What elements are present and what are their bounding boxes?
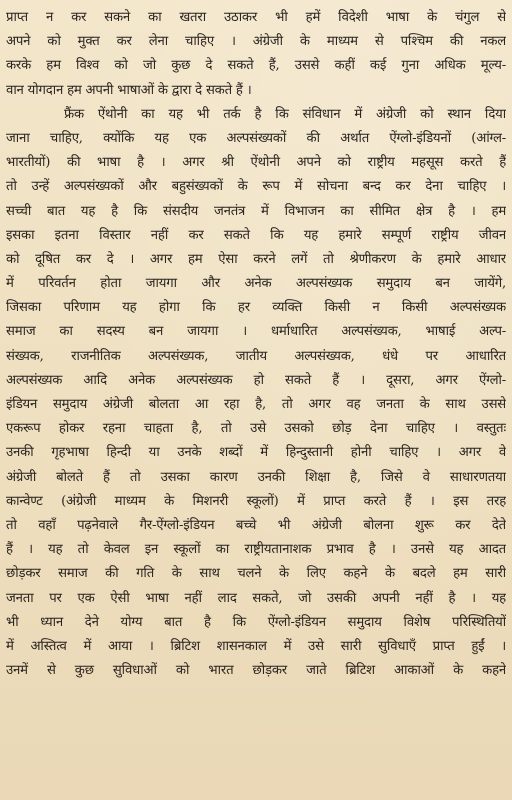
text-line: भी ध्यान देने योग्य बात है कि ऐंग्लो-इंडियन समुदाय विशेष परिस्थितियों	[6, 614, 506, 630]
text-line: सच्ची बात यह है कि संसदीय जनतंत्र में विभाजन का सीमित क्षेत्र है । हम	[6, 203, 506, 219]
text-line: उनकी गृहभाषा हिन्दी या उनके शब्दों में हिन्दुस्तानी होनी चाहिए । अगर वे	[6, 445, 506, 461]
text-line: भारतीयों) की भाषा है । अगर श्री ऐंथोनी अपने को राष्ट्रीय महसूस करते हैं	[6, 155, 506, 171]
paragraph-start-line: फ्रैंक ऐंथोनी का यह भी तर्क है कि संविधान में अंग्रेजी को स्थान दिया	[64, 106, 506, 122]
paragraph-end-line: वान योगदान हम अपनी भाषाओं के द्वारा दे सकते हैं ।	[6, 82, 252, 98]
text-line: तो उन्हें अल्पसंख्यकों और बहुसंख्यकों के रूप में सोचना बन्द कर देना चाहिए ।	[6, 179, 506, 195]
text-line: छोड़कर समाज की गति के साथ चलने के लिए कहने के बदले हम सारी	[6, 566, 506, 582]
text-line: को दूषित कर दे । अगर हम ऐसा करने लगें तो श्रेणीकरण के हमारे आधार	[6, 251, 506, 267]
text-line: जाना चाहिए, क्योंकि यह एक अल्पसंख्यकों की अर्थात ऐंग्लो-इंडियनों (आंग्ल-	[6, 130, 506, 146]
text-line: समाज का सदस्य बन जायगा । धर्माधारित अल्पसंख्यक, भाषाई अल्प-	[6, 324, 506, 340]
text-line: तो वहाँ पढ़नेवाले गैर-ऐंग्लो-इंडियन बच्चे भी अंग्रेजी बोलना शुरू कर देते	[6, 517, 506, 533]
text-line: प्राप्त न कर सकने का खतरा उठाकर भी हमें विदेशी भाषा के चंगुल से	[6, 10, 506, 25]
text-line: इंडियन समुदाय अंग्रेजी बोलता आ रहा है, तो अगर वह जनता के साथ उससे	[6, 397, 506, 412]
text-line: इसका इतना विस्तार नहीं कर सकते कि यह हमारे सम्पूर्ण राष्ट्रीय जीवन	[6, 227, 506, 243]
text-line: में अस्तित्व में आया । ब्रिटिश शासनकाल में उसे सारी सुविधाएँ प्राप्त हुईं ।	[6, 638, 506, 654]
text-line: में परिवर्तन होता जायगा और अनेक अल्पसंख्यक समुदाय बन जायेंगे,	[6, 276, 506, 292]
text-line: एकरूप होकर रहना चाहता है, तो उसे उसको छोड़ देना चाहिए । वस्तुतः	[6, 421, 506, 437]
text-line: कान्वेण्ट (अंग्रेजी माध्यम के मिशनरी स्कूलों) में प्राप्त करते हैं । इस तरह	[6, 493, 506, 509]
page-text	[6, 6, 506, 683]
text-line: अंग्रेजी बोलते हैं तो उसका कारण उनकी शिक्षा है, जिसे वे साधारणतया	[6, 469, 506, 485]
text-line: अल्पसंख्यक आदि अनेक अल्पसंख्यक हो सकते हैं । दूसरा, अगर ऐंग्लो-	[6, 372, 506, 388]
text-line: संख्यक, राजनीतिक अल्पसंख्यक, जातीय अल्पसंख्यक, धंधे पर आधारित	[6, 348, 506, 364]
text-line: जनता पर एक ऐसी भाषा नहीं लाद सकते, जो उसकी अपनी नहीं है । यह	[6, 590, 506, 606]
text-line: हैं । यह तो केवल इन स्कूलों का राष्ट्रीयतानाशक प्रभाव है । उनसे यह आदत	[6, 542, 506, 558]
text-line: उनमें से कुछ सुविधाओं को भारत छोड़कर जाते ब्रिटिश आकाओं के कहने	[6, 663, 506, 679]
text-line: जिसका परिणाम यह होगा कि हर व्यक्ति किसी न किसी अल्पसंख्यक	[6, 300, 506, 316]
text-line: अपने को मुक्त कर लेना चाहिए । अंग्रेजी के माध्यम से पश्चिम की नकल	[6, 34, 506, 50]
text-line: करके हम विश्व को जो कुछ दे सकते हैं, उससे कहीं कई गुना अधिक मूल्य-	[6, 58, 506, 74]
